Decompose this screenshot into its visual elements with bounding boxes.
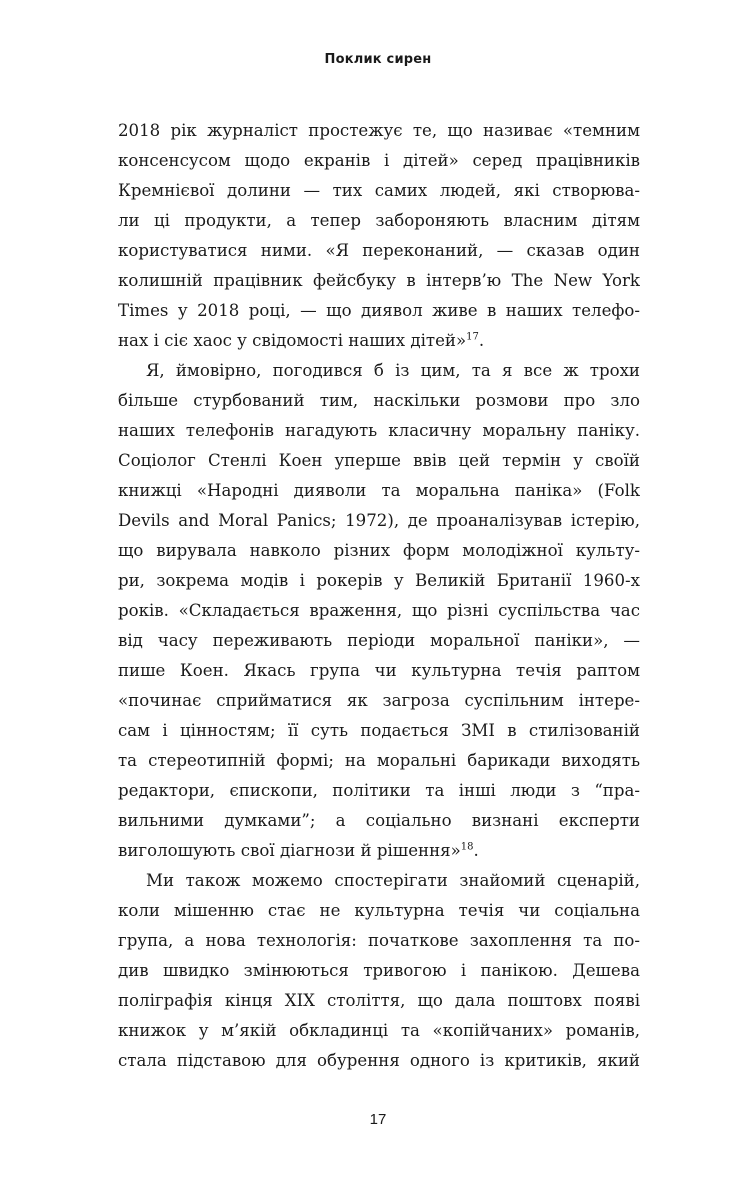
text-line: пише Коен. Якась група чи культурна течія раптом bbox=[118, 661, 640, 680]
paragraph-2 bbox=[118, 356, 640, 866]
text-line: від часу переживають періоди моральної паніки», — bbox=[118, 631, 640, 650]
text-line: Ми також можемо спостерігати знайомий сценарій, bbox=[146, 871, 640, 890]
text-line: сам і цінностям; її суть подається ЗМІ в стилізованій bbox=[118, 721, 640, 740]
text-line: книжці «Народні дияволи та моральна паніка» (Folk bbox=[118, 481, 640, 500]
paragraph-1 bbox=[118, 116, 640, 356]
text-line: наших телефонів нагадують класичну моральну паніку. bbox=[118, 421, 640, 440]
text-line: група, а нова технологія: початкове захоплення та по- bbox=[118, 931, 640, 950]
text-line: див швидко змінюються тривогою і панікою. Дешева bbox=[118, 961, 640, 980]
text-line: нах і сіє хаос у свідомості наших дітей»$^{17}$. bbox=[118, 331, 485, 350]
text-line: Times у 2018 році, — що диявол живе в наших телефо- bbox=[118, 301, 640, 320]
text-line: Я, ймовірно, погодився б із цим, та я все ж трохи bbox=[146, 361, 640, 380]
text-line: колишній працівник фейсбуку в інтерв’ю The New York bbox=[118, 271, 640, 290]
page-number: 17 bbox=[369, 1111, 387, 1128]
text-line: користуватися ними. «Я переконаний, — сказав один bbox=[118, 241, 640, 260]
body-text bbox=[118, 116, 640, 1076]
text-line: що вирувала навколо різних форм молодіжної культу- bbox=[118, 541, 640, 560]
paragraph-3 bbox=[118, 866, 640, 1076]
text-line: більше стурбований тим, наскільки розмови про зло bbox=[118, 391, 640, 410]
text-line: коли мішенню стає не культурна течія чи соціальна bbox=[118, 901, 640, 920]
text-line: та стереотипній формі; на моральні барикади виходять bbox=[118, 751, 640, 770]
footnote-ref: 17 bbox=[466, 331, 479, 343]
text-line: книжок у м’якій обкладинці та «копійчаних» романів, bbox=[118, 1021, 640, 1040]
text-line: Соціолог Стенлі Коен уперше ввів цей термін у своїй bbox=[118, 451, 640, 470]
text-line: виголошують свої діагнози й рішення»$^{18}$. bbox=[118, 841, 479, 860]
text-line: вильними думками”; а соціально визнані експерти bbox=[118, 811, 640, 830]
line-text: нах і сіє хаос у свідомості наших дітей» bbox=[118, 331, 467, 350]
text-line: стала підставою для обурення одного із критиків, який bbox=[118, 1051, 640, 1070]
text-line: ри, зокрема модів і рокерів у Великій Британії 1960-х bbox=[118, 571, 640, 590]
text-line: поліграфія кінця XIX століття, що дала поштовх появі bbox=[118, 991, 640, 1010]
text-line: Кремнієвої долини — тих самих людей, які створюва- bbox=[118, 181, 640, 200]
text-line: редактори, єпископи, політики та інші люди з “пра- bbox=[118, 781, 640, 800]
running-title: Поклик сирен bbox=[324, 52, 432, 67]
text-line: «починає сприйматися як загроза суспільним інтере- bbox=[118, 691, 640, 710]
text-line: консенсусом щодо екранів і дітей» серед працівників bbox=[118, 151, 640, 170]
text-line: 2018 рік журналіст простежує те, що називає «темним bbox=[118, 121, 640, 140]
text-line: Devils and Moral Panics; 1972), де проаналізував істерію, bbox=[118, 511, 640, 530]
text-line: років. «Складається враження, що різні суспільства час bbox=[118, 601, 640, 620]
line-text: виголошують свої діагнози й рішення» bbox=[118, 841, 461, 860]
footnote-ref: 18 bbox=[460, 841, 474, 853]
text-line: ли ці продукти, а тепер забороняють власним дітям bbox=[118, 211, 640, 230]
